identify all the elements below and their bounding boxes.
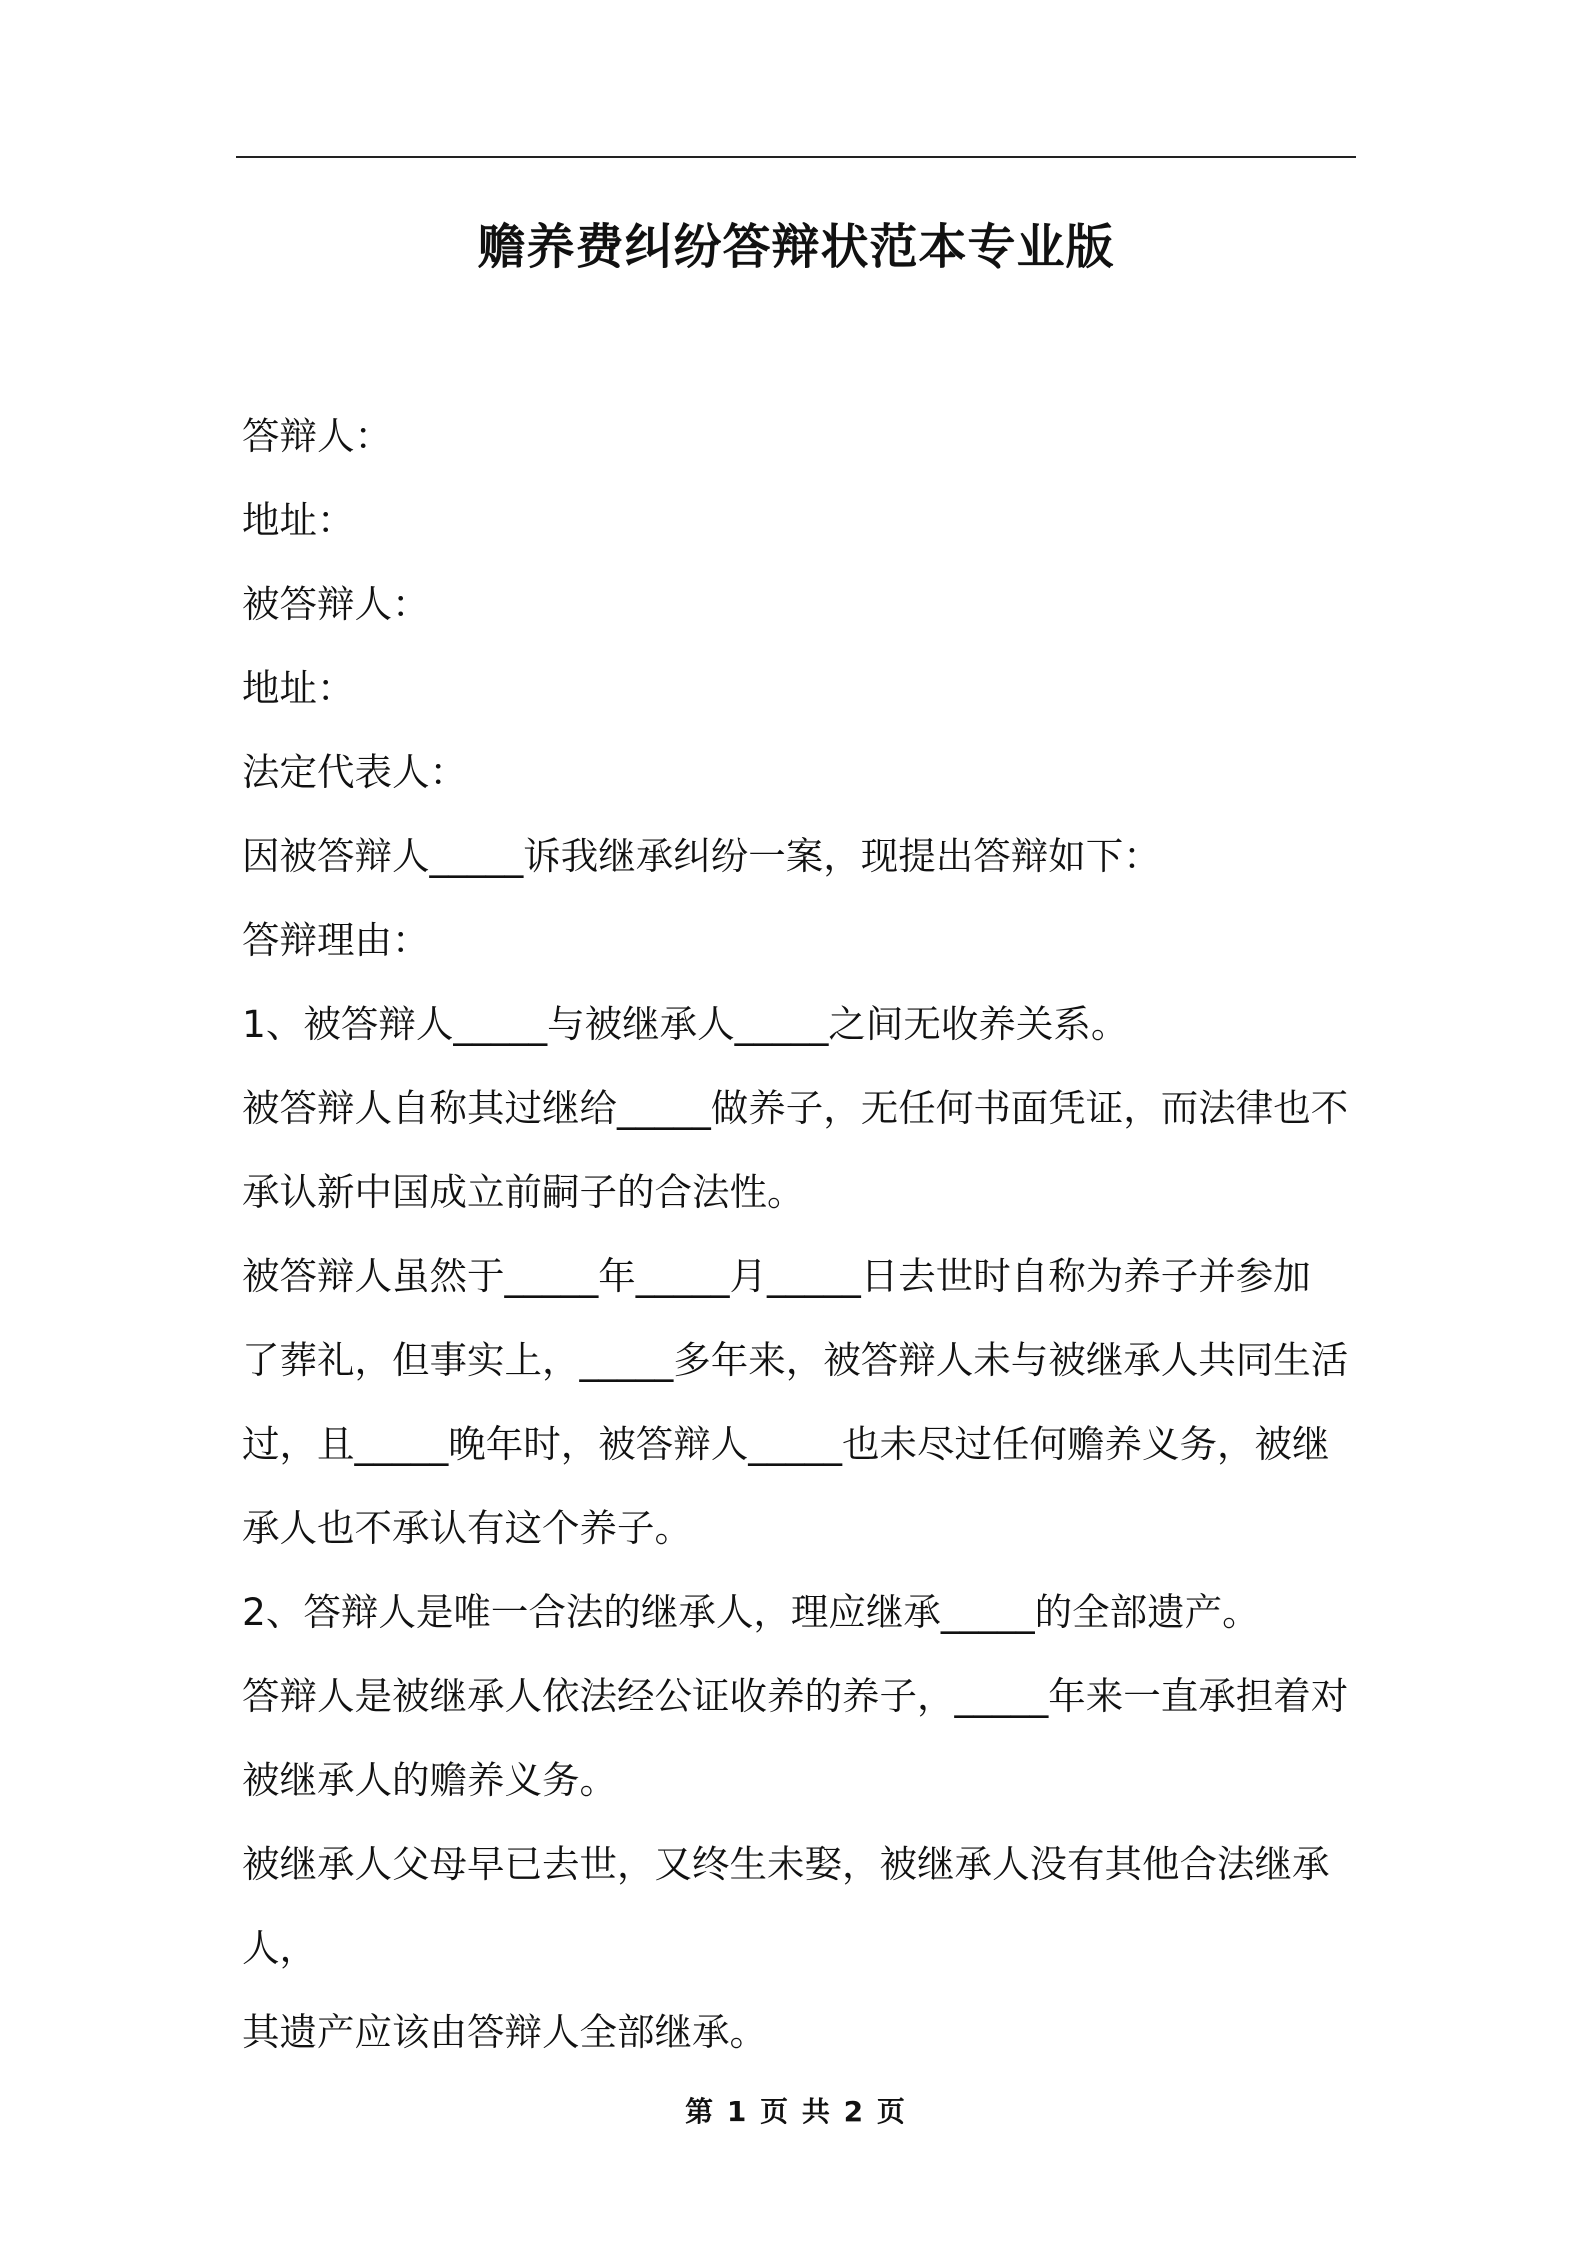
plaintiff-address-label: 地址：	[242, 666, 355, 710]
plaintiff-label: 被答辩人：	[242, 582, 430, 626]
defense-reasons-heading: 答辩理由：	[242, 918, 430, 962]
reason-1-heading: 1、被答辩人_____与被继承人_____之间无收养关系。	[242, 1002, 1129, 1046]
reason-2-heading: 2、答辩人是唯一合法的继承人，理应继承_____的全部遗产。	[242, 1590, 1260, 1634]
document-title: 赡养费纠纷答辩状范本专业版	[477, 219, 1115, 275]
body-line: 答辩人是被继承人依法经公证收养的养子，_____年来一直承担着对	[242, 1674, 1349, 1718]
body-line: 过，且_____晚年时，被答辩人_____也未尽过任何赡养义务，被继	[242, 1422, 1330, 1466]
document-body	[242, 394, 1356, 2074]
body-line: 承人也不承认有这个养子。	[242, 1506, 692, 1550]
body-line: 其遗产应该由答辩人全部继承。	[242, 2010, 767, 2054]
body-line: 被答辩人虽然于_____年_____月_____日去世时自称为养子并参加	[242, 1254, 1311, 1298]
respondent-label: 答辩人：	[242, 414, 392, 458]
page-number-footer: 第 1 页 共 2 页	[685, 2095, 907, 2128]
body-line: 被继承人父母早已去世，又终生未娶，被继承人没有其他合法继承人，	[242, 1842, 1330, 1970]
body-line: 承认新中国成立前嗣子的合法性。	[242, 1170, 805, 1214]
body-line: 被答辩人自称其过继给_____做养子，无任何书面凭证，而法律也不	[242, 1086, 1349, 1130]
body-line: 被继承人的赡养义务。	[242, 1758, 617, 1802]
header-divider	[236, 156, 1356, 158]
legal-representative-label: 法定代表人：	[242, 750, 467, 794]
respondent-address-label: 地址：	[242, 498, 355, 542]
intro-paragraph: 因被答辩人_____诉我继承纠纷一案，现提出答辩如下：	[242, 834, 1161, 878]
body-line: 了葬礼，但事实上，_____多年来，被答辩人未与被继承人共同生活	[242, 1338, 1349, 1382]
